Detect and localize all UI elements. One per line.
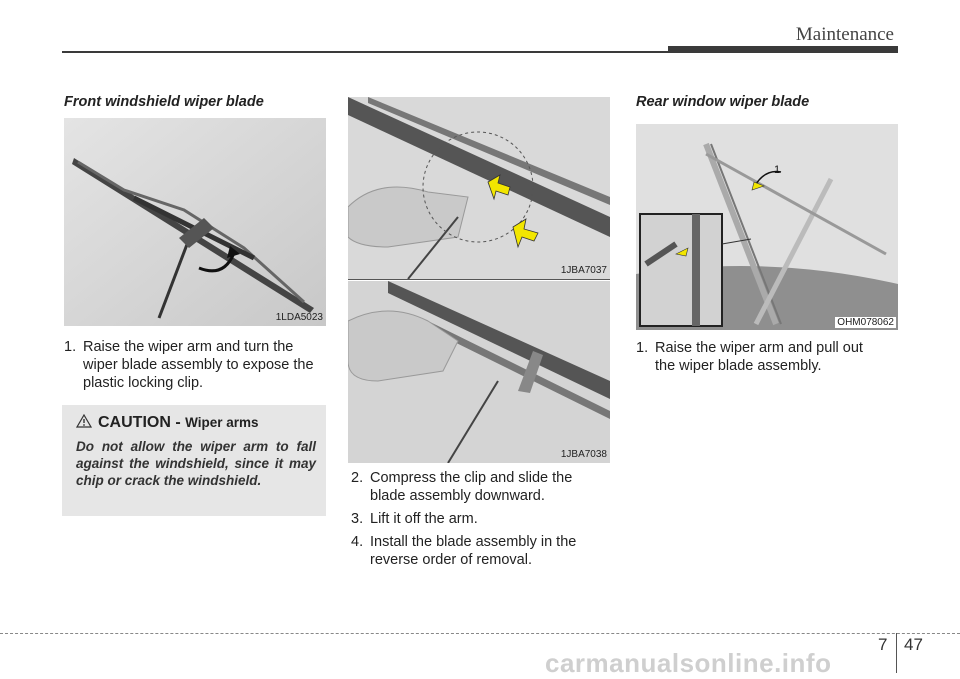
rear-wiper-illustration: [636, 124, 898, 330]
caution-title: CAUTION -: [98, 414, 186, 431]
figure-callout-number: 1: [774, 164, 781, 176]
step-number: 1.: [64, 339, 77, 355]
figure-divider: [348, 279, 610, 280]
figure-code: 1JBA7037: [560, 265, 607, 276]
step-number: 4.: [351, 534, 364, 550]
figure-code: OHM078062: [837, 317, 894, 328]
figure-rear-wiper: [636, 124, 898, 330]
step-number: 2.: [351, 470, 364, 486]
step-item: [64, 338, 326, 392]
step-number: 3.: [351, 511, 364, 527]
middle-steps: [351, 469, 613, 574]
warning-triangle-icon: [76, 414, 92, 428]
front-wiper-illustration: [64, 118, 326, 326]
chapter-number: 7: [878, 635, 888, 654]
right-steps: [636, 339, 898, 380]
step-text: Lift it off the arm.: [370, 511, 478, 527]
step-item: [351, 533, 613, 569]
caution-text: Do not allow the wiper arm to fall against the windshield, since it may chip or crack the windshield.: [76, 439, 316, 488]
figure-compress-clip: [348, 97, 610, 279]
step-text: Raise the wiper arm and turn the: [83, 339, 294, 355]
slide-blade-illustration: [348, 281, 610, 463]
caution-heading: [76, 414, 259, 432]
step-text-continued: the wiper blade assembly.: [655, 358, 822, 374]
step-number: 1.: [636, 340, 649, 356]
step-text-continued: wiper blade assembly to expose the plastic locking clip.: [83, 357, 314, 391]
section-title-front-wiper: Front windshield wiper blade: [64, 94, 264, 110]
section-title-rear-wiper: Rear window wiper blade: [636, 94, 810, 110]
header-rule-accent: [668, 46, 898, 52]
step-item: [636, 339, 898, 375]
figure-front-wiper: [64, 118, 326, 326]
figure-code: 1JBA7038: [560, 449, 607, 460]
page-number: 47: [904, 635, 923, 654]
caution-box: [62, 405, 326, 516]
watermark: carmanualsonline.info: [545, 648, 832, 678]
footer-rule: [0, 633, 960, 634]
figure-code: 1LDA5023: [275, 312, 323, 323]
step-item: [351, 469, 613, 505]
figure-slide-blade: [348, 281, 610, 463]
compress-clip-illustration: [348, 97, 610, 279]
page-header-title: Maintenance: [795, 24, 894, 45]
step-text: Install the blade assembly in the: [370, 534, 577, 550]
step-text: Compress the clip and slide the: [370, 470, 573, 486]
step-text-continued: reverse order of removal.: [370, 552, 532, 568]
step-item: [351, 510, 613, 528]
caution-subtitle: Wiper arms: [185, 415, 259, 430]
left-steps: [64, 338, 326, 397]
step-text-continued: blade assembly downward.: [370, 488, 545, 504]
page-number-separator: [896, 633, 897, 673]
step-text: Raise the wiper arm and pull out: [655, 340, 863, 356]
